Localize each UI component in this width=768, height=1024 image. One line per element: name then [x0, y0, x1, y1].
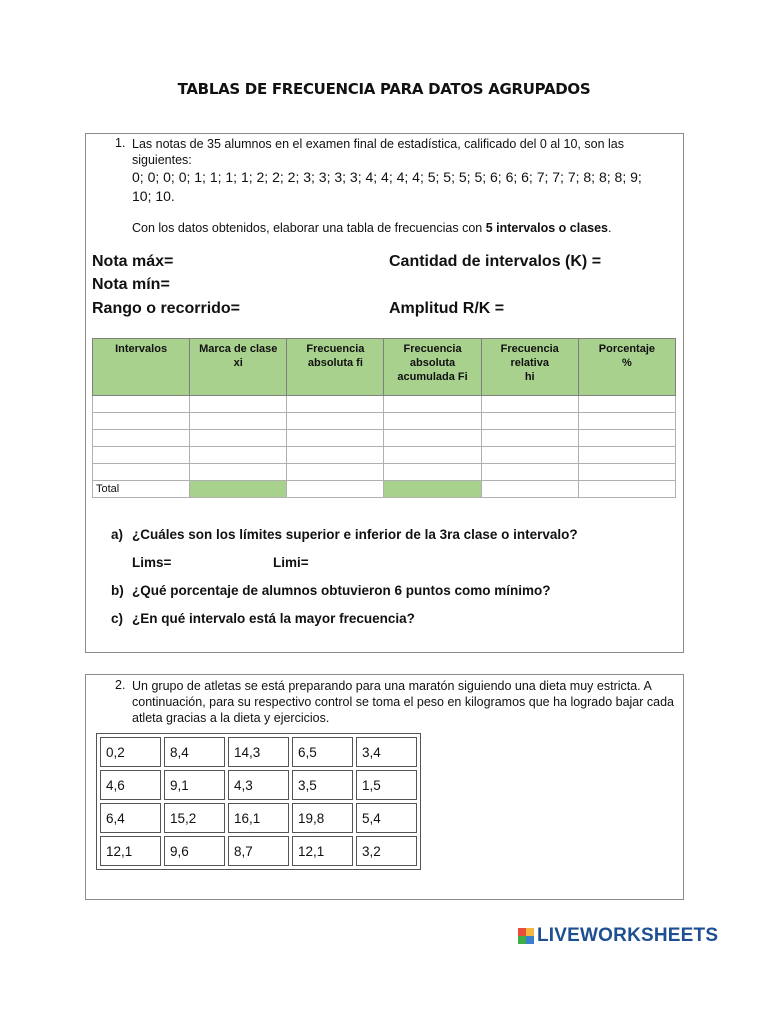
exercise-1-number: 1. — [115, 136, 126, 150]
exercise-1-intro — [132, 136, 682, 168]
answer-cell[interactable] — [384, 447, 481, 464]
answer-cell[interactable] — [287, 447, 384, 464]
nota-min-label: Nota mín= — [92, 276, 170, 293]
answer-cell[interactable] — [481, 430, 578, 447]
weight-value-cell: 3,4 — [356, 737, 417, 767]
cantidad-intervalos-label: Cantidad de intervalos (K) = — [389, 253, 602, 270]
answer-cell[interactable] — [481, 396, 578, 413]
header-frecuencia-acumulada: Frecuencia absoluta acumulada Fi — [384, 339, 481, 396]
exercise-1-box — [85, 133, 684, 653]
table-row — [100, 737, 417, 767]
lim-superior-label: Lims= — [132, 555, 172, 570]
weight-value-cell: 6,5 — [292, 737, 353, 767]
total-relativa-cell[interactable] — [481, 481, 578, 498]
table-row — [100, 803, 417, 833]
weight-data-table — [96, 733, 421, 870]
exercise-2-line3: atleta gracias a la dieta y ejercicios. — [132, 711, 330, 725]
amplitud-label: Amplitud R/K = — [389, 300, 505, 317]
instruction-text: Con los datos obtenidos, elaborar una tabla de frecuencias con — [132, 221, 486, 235]
logo-square — [518, 928, 526, 936]
answer-cell[interactable] — [481, 464, 578, 481]
answer-cell[interactable] — [578, 464, 675, 481]
question-c-text: ¿En qué intervalo está la mayor frecuencia? — [132, 611, 415, 626]
weight-value-cell: 3,2 — [356, 836, 417, 866]
exercise-1-data — [132, 168, 682, 206]
table-row — [93, 464, 676, 481]
header-porcentaje: Porcentaje % — [578, 339, 675, 396]
weight-value-cell: 4,3 — [228, 770, 289, 800]
total-marca-cell — [190, 481, 287, 498]
weight-value-cell: 6,4 — [100, 803, 161, 833]
header-intervalos: Intervalos — [93, 339, 190, 396]
exercise-2-number: 2. — [115, 678, 126, 692]
weight-value-cell: 9,6 — [164, 836, 225, 866]
exercise-1-intro-line2: siguientes: — [132, 153, 192, 167]
logo-square — [526, 936, 534, 944]
table-row — [93, 413, 676, 430]
weight-value-cell: 9,1 — [164, 770, 225, 800]
answer-cell[interactable] — [287, 430, 384, 447]
table-total-row — [93, 481, 676, 498]
answer-cell[interactable] — [578, 396, 675, 413]
answer-cell[interactable] — [481, 447, 578, 464]
weight-value-cell: 12,1 — [292, 836, 353, 866]
header-frecuencia-relativa: Frecuencia relativa hi — [481, 339, 578, 396]
total-label: Total — [93, 481, 190, 498]
logo-square — [526, 928, 534, 936]
nota-max-label: Nota máx= — [92, 253, 174, 270]
answer-cell[interactable] — [190, 447, 287, 464]
answer-cell[interactable] — [190, 430, 287, 447]
total-frecuencia-absoluta-cell[interactable] — [287, 481, 384, 498]
weight-value-cell: 19,8 — [292, 803, 353, 833]
answer-cell[interactable] — [93, 396, 190, 413]
exercise-2-line1: Un grupo de atletas se está preparando para una maratón siguiendo una dieta muy estricta. A — [132, 679, 652, 693]
table-row — [100, 770, 417, 800]
weight-value-cell: 0,2 — [100, 737, 161, 767]
weight-value-cell: 8,4 — [164, 737, 225, 767]
weight-value-cell: 16,1 — [228, 803, 289, 833]
table-row — [93, 447, 676, 464]
answer-cell[interactable] — [578, 413, 675, 430]
logo-square — [518, 936, 526, 944]
answer-cell[interactable] — [481, 413, 578, 430]
instruction-bold: 5 intervalos o clases — [485, 221, 609, 235]
page-title: TABLAS DE FRECUENCIA PARA DATOS AGRUPADOS — [177, 80, 591, 98]
instruction-end: . — [608, 221, 612, 235]
liveworksheets-logo — [518, 925, 718, 947]
table-row — [93, 430, 676, 447]
question-b-text: ¿Qué porcentaje de alumnos obtuvieron 6 puntos como mínimo? — [132, 583, 551, 598]
question-a-text: ¿Cuáles son los límites superior e inferior de la 3ra clase o intervalo? — [132, 527, 578, 542]
question-b-label: b) — [111, 583, 124, 598]
answer-cell[interactable] — [384, 464, 481, 481]
exercise-2-text — [132, 678, 682, 726]
liveworksheets-logo-icon — [518, 928, 534, 944]
total-acumulada-cell — [384, 481, 481, 498]
weight-value-cell: 5,4 — [356, 803, 417, 833]
exercise-1-data-line1: 0; 0; 0; 0; 1; 1; 1; 1; 2; 2; 2; 3; 3; 3; 3; 4; 4; 4; 4; 5; 5; 5; 5; 6; 6; 6; 7; 7; 7; 8; 8; 8; 9; — [132, 169, 642, 185]
header-frecuencia-absoluta: Frecuencia absoluta fi — [287, 339, 384, 396]
answer-cell[interactable] — [384, 396, 481, 413]
weight-value-cell: 15,2 — [164, 803, 225, 833]
exercise-1-data-line2: 10; 10. — [132, 188, 175, 204]
exercise-1-intro-line1: Las notas de 35 alumnos en el examen final de estadística, calificado del 0 al 10, son las — [132, 137, 624, 151]
answer-cell[interactable] — [287, 396, 384, 413]
answer-cell[interactable] — [384, 430, 481, 447]
total-porcentaje-cell[interactable] — [578, 481, 675, 498]
answer-cell[interactable] — [190, 413, 287, 430]
answer-cell[interactable] — [578, 447, 675, 464]
question-a-label: a) — [111, 527, 124, 542]
frequency-table-header — [93, 339, 676, 396]
answer-cell[interactable] — [93, 447, 190, 464]
table-row — [93, 396, 676, 413]
exercise-2-line2: continuación, para su respectivo control se toma el peso en kilogramos que ha logrado bajar cada — [132, 695, 674, 709]
exercise-2-box — [85, 674, 684, 900]
weight-value-cell: 1,5 — [356, 770, 417, 800]
weight-value-cell: 14,3 — [228, 737, 289, 767]
answer-cell[interactable] — [190, 464, 287, 481]
frequency-table — [92, 338, 676, 498]
weight-value-cell: 3,5 — [292, 770, 353, 800]
exercise-1-instruction — [132, 220, 682, 236]
answer-cell[interactable] — [384, 413, 481, 430]
answer-cell[interactable] — [287, 413, 384, 430]
question-c-label: c) — [111, 611, 124, 626]
weight-value-cell: 12,1 — [100, 836, 161, 866]
answer-cell[interactable] — [93, 413, 190, 430]
table-row — [100, 836, 417, 866]
answer-cell[interactable] — [287, 464, 384, 481]
header-marca-clase: Marca de clase xi — [190, 339, 287, 396]
weight-value-cell: 8,7 — [228, 836, 289, 866]
lim-inferior-label: Limi= — [273, 555, 309, 570]
liveworksheets-logo-text: LIVEWORKSHEETS — [537, 925, 719, 946]
answer-cell[interactable] — [93, 430, 190, 447]
answer-cell[interactable] — [578, 430, 675, 447]
rango-label: Rango o recorrido= — [92, 300, 241, 317]
weight-value-cell: 4,6 — [100, 770, 161, 800]
answer-cell[interactable] — [190, 396, 287, 413]
answer-cell[interactable] — [93, 464, 190, 481]
